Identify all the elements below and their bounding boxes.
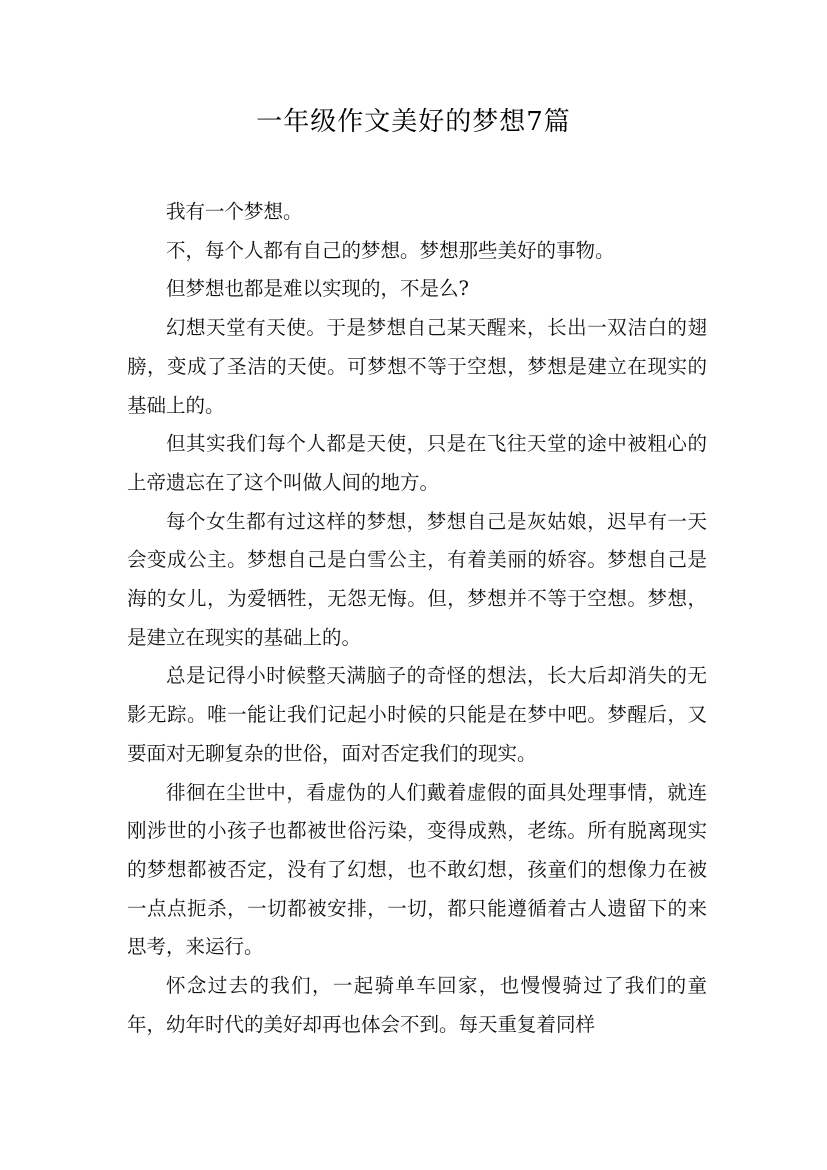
- paragraph-2: 不，每个人都有自己的梦想。梦想那些美好的事物。: [166, 238, 615, 262]
- paragraph-5: 但其实我们每个人都是天使，只是在飞往天堂的途中被粗心的上帝遗忘在了这个叫做人间的地方。: [127, 432, 707, 494]
- paragraph-4: 幻想天堂有天使。于是梦想自己某天醒来，长出一双洁白的翅膀，变成了圣洁的天使。可梦想不等于空想，梦想是建立在现实的基础上的。: [127, 316, 707, 417]
- document-title: 一年级作文美好的梦想7篇: [256, 107, 571, 137]
- document-body: [127, 193, 707, 1044]
- paragraph-6: 每个女生都有过这样的梦想，梦想自己是灰姑娘，迟早有一天会变成公主。梦想自己是白雪公主，有着美丽的娇容。梦想自己是海的女儿，为爱牺牲，无怨无悔。但，梦想并不等于空想。梦想，是建立在现实的基础上的。: [127, 509, 707, 649]
- paragraph-1: 我有一个梦想。: [166, 200, 303, 223]
- paragraph-8: 徘徊在尘世中，看虚伪的人们戴着虚假的面具处理事情，就连刚涉世的小孩子也都被世俗污染，变得成熟，老练。所有脱离现实的梦想都被否定，没有了幻想，也不敢幻想，孩童们的想像力在被一点点扼杀，一切都被安排，一切，都只能遵循着古人遗留下的来思考，来运行。: [127, 780, 707, 959]
- paragraph-3: 但梦想也都是难以实现的，不是么?: [166, 277, 469, 301]
- paragraph-7: 总是记得小时候整天满脑子的奇怪的想法，长大后却消失的无影无踪。唯一能让我们记起小时候的只能是在梦中吧。梦醒后，又要面对无聊复杂的世俗，面对否定我们的现实。: [127, 664, 707, 765]
- paragraph-9: 怀念过去的我们，一起骑单车回家，也慢慢骑过了我们的童年，幼年时代的美好却再也体会不到。每天重复着同样: [127, 974, 707, 1036]
